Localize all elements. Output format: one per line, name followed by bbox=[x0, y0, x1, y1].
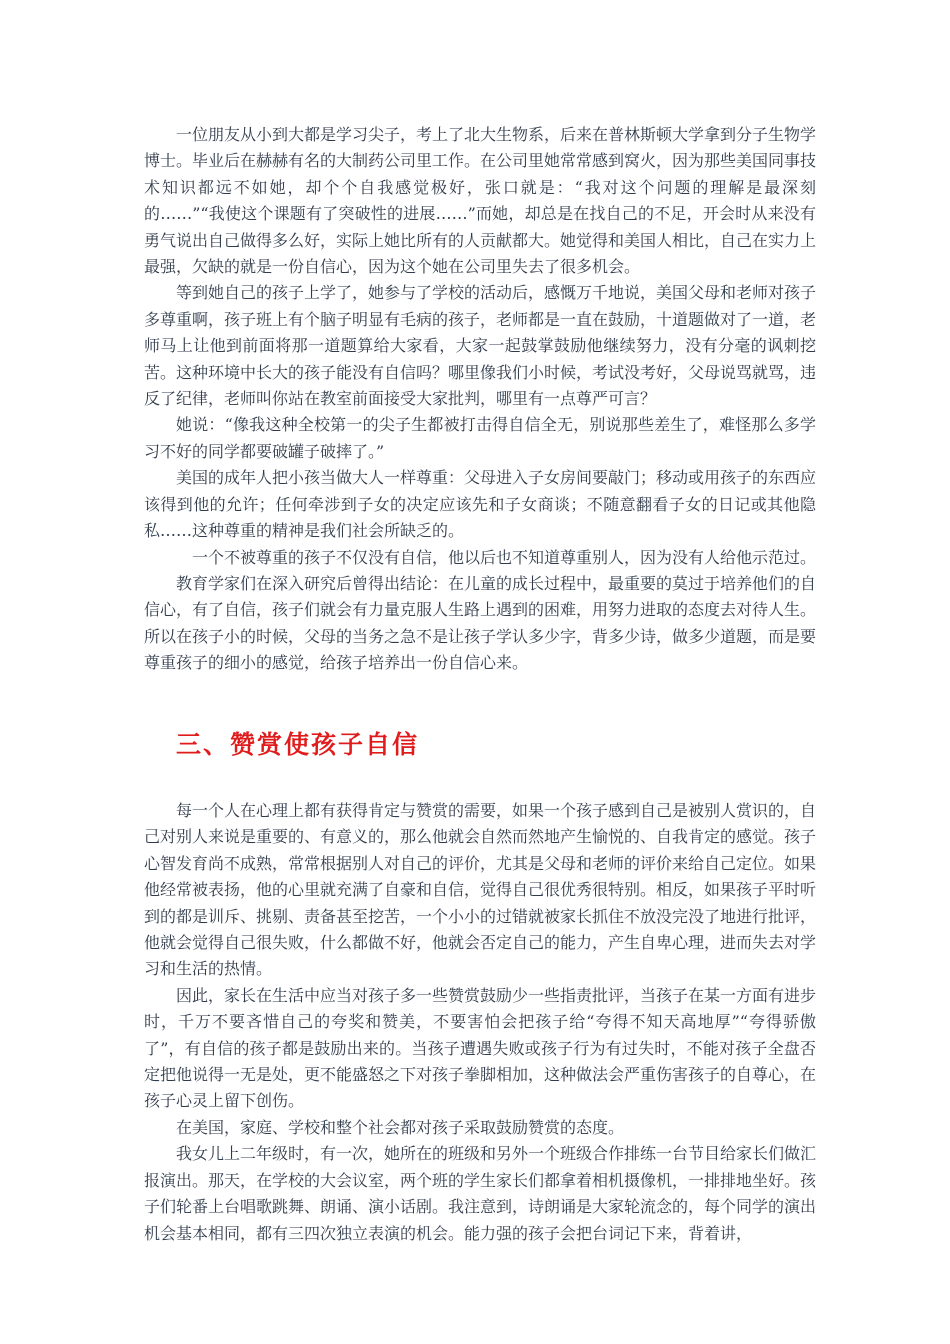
section-heading: 三、赞赏使孩子自信 bbox=[176, 730, 420, 759]
paragraph: 一位朋友从小到大都是学习尖子，考上了北大生物系，后来在普林斯顿大学拿到分子生物学博士。毕业后在赫赫有名的大制药公司里工作。在公司里她常常感到窝火，因为那些美国同事技术知识都远不如她，却个个自我感觉极好，张口就是：“我对这个问题的理解是最深刻的……”“我使这个课题有了突破性的进展……”而她，却总是在找自己的不足，开会时从来没有勇气说出自己做得多么好，实际上她比所有的人贡献都大。她觉得和美国人相比，自己在实力上最强，欠缺的就是一份自信心，因为这个她在公司里失去了很多机会。 bbox=[144, 125, 817, 277]
paragraph: 我女儿上二年级时，有一次，她所在的班级和另外一个班级合作排练一台节目给家长们做汇报演出。那天，在学校的大会议室，两个班的学生家长们都拿着相机摄像机，一排排地坐好。孩子们轮番上台唱歌跳舞、朗诵、演小话剧。我注意到，诗朗诵是大家轮流念的，每个同学的演出机会基本相同，都有三四次独立表演的机会。能力强的孩子会把台词记下来，背着讲， bbox=[144, 1144, 817, 1243]
section-body-text bbox=[144, 798, 816, 1247]
paragraph: 一个不被尊重的孩子不仅没有自信，他以后也不知道尊重别人，因为没有人给他示范过。 bbox=[192, 547, 817, 567]
paragraph: 教育学家们在深入研究后曾得出结论：在儿童的成长过程中，最重要的莫过于培养他们的自信心，有了自信，孩子们就会有力量克服人生路上遇到的困难，用努力进取的态度去对待人生。所以在孩子小的时候，父母的当务之急不是让孩子学认多少字，背多少诗，做多少道题，而是要尊重孩子的细小的感觉，给孩子培养出一份自信心来。 bbox=[144, 573, 817, 673]
paragraph: 每一个人在心理上都有获得肯定与赞赏的需要，如果一个孩子感到自己是被别人赏识的，自己对别人来说是重要的、有意义的，那么他就会自然而然地产生愉悦的、自我肯定的感觉。孩子心智发育尚不成熟，常常根据别人对自己的评价，尤其是父母和老师的评价来给自己定位。如果他经常被表扬，他的心里就充满了自豪和自信，觉得自己很优秀很特别。相反，如果孩子平时听到的都是训斥、挑剔、责备甚至挖苦，一个小小的过错就被家长抓住不放没完没了地进行批评，他就会觉得自己很失败，什么都做不好，他就会否定自己的能力，产生自卑心理，进而失去对学习和生活的热情。 bbox=[144, 801, 817, 979]
paragraph: 美国的成年人把小孩当做大人一样尊重：父母进入子女房间要敲门；移动或用孩子的东西应该得到他的允许；任何牵涉到子女的决定应该先和子女商谈；不随意翻看子女的日记或其他隐私……这种尊重的精神是我们社会所缺乏的。 bbox=[144, 468, 817, 541]
paragraph: 等到她自己的孩子上学了，她参与了学校的活动后，感慨万千地说，美国父母和老师对孩子多尊重啊，孩子班上有个脑子明显有毛病的孩子，老师都是一直在鼓励，十道题做对了一道，老师马上让他到前面将那一道题算给大家看，大家一起鼓掌鼓励他继续努力，没有分毫的讽刺挖苦。这种环境中长大的孩子能没有自信吗？哪里像我们小时候，考试没考好，父母说骂就骂，违反了纪律，老师叫你站在教室前面接受大家批判，哪里有一点尊严可言？ bbox=[144, 283, 817, 409]
paragraph: 她说：“像我这种全校第一的尖子生都被打击得自信全无，别说那些差生了，难怪那么多学习不好的同学都要破罐子破摔了。” bbox=[144, 415, 816, 461]
paragraph: 在美国，家庭、学校和整个社会都对孩子采取鼓励赞赏的态度。 bbox=[176, 1117, 625, 1137]
paragraph: 因此，家长在生活中应当对孩子多一些赞赏鼓励少一些指责批评，当孩子在某一方面有进步时，千万不要吝惜自己的夸奖和赞美，不要害怕会把孩子给“夸得不知天高地厚”“夸得骄傲了”，有自信的孩子都是鼓励出来的。当孩子遭遇失败或孩子行为有过失时，不能对孩子全盘否定把他说得一无是处，更不能盛怒之下对孩子拳脚相加，这种做法会严重伤害孩子的自尊心，在孩子心灵上留下创伤。 bbox=[144, 985, 817, 1111]
section-body-text bbox=[144, 122, 816, 677]
